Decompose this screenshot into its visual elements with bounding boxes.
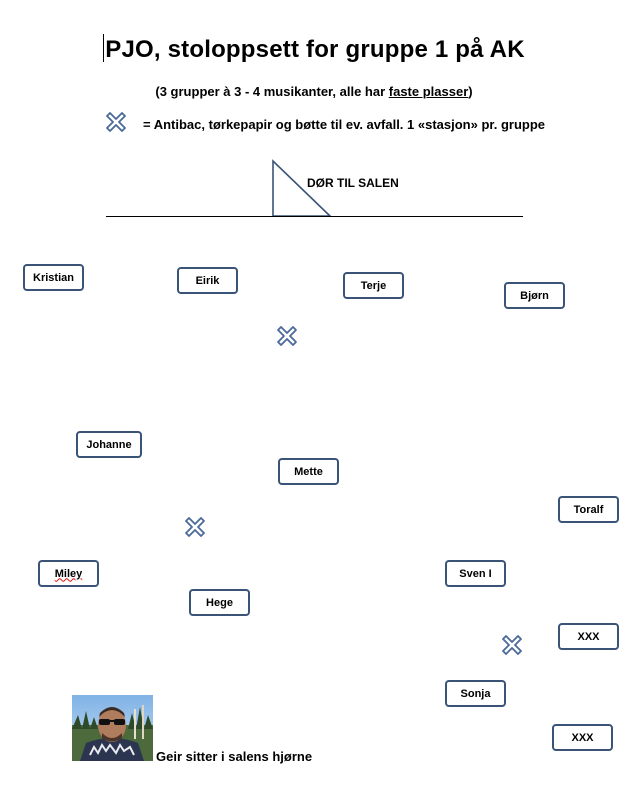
station-x-icon [501, 634, 523, 656]
subtitle-text-after: ) [468, 84, 473, 99]
seat-hege[interactable]: Hege [189, 589, 250, 616]
seat-toralf[interactable]: Toralf [558, 496, 619, 523]
wall-line [106, 216, 523, 217]
seat-xxx-1[interactable]: XXX [558, 623, 619, 650]
page-title [0, 34, 628, 64]
seat-terje[interactable]: Terje [343, 272, 404, 299]
subtitle [0, 84, 628, 99]
seat-sonja[interactable]: Sonja [445, 680, 506, 707]
station-x-icon [276, 325, 298, 347]
station-x-icon [184, 516, 206, 538]
subtitle-text-before: (3 grupper à 3 - 4 musikanter, alle har [155, 84, 389, 99]
seat-xxx-2[interactable]: XXX [552, 724, 613, 751]
seat-johanne[interactable]: Johanne [76, 431, 142, 458]
seat-miley[interactable] [38, 560, 99, 587]
seat-kristian[interactable]: Kristian [23, 264, 84, 291]
door-label: DØR TIL SALEN [307, 176, 399, 190]
x-cross-icon [105, 111, 127, 133]
portrait-photo [72, 695, 153, 761]
seat-sven[interactable]: Sven I [445, 560, 506, 587]
photo-caption: Geir sitter i salens hjørne [156, 749, 313, 764]
seat-mette[interactable]: Mette [278, 458, 339, 485]
seat-bjorn[interactable]: Bjørn [504, 282, 565, 309]
legend-text: = Antibac, tørkepapir og bøtte til ev. avfall. 1 «stasjon» pr. gruppe [143, 117, 546, 132]
seat-miley-label: Miley [54, 567, 83, 580]
seat-eirik[interactable]: Eirik [177, 267, 238, 294]
page-title-text: PJO, stoloppsett for gruppe 1 på AK [105, 36, 525, 63]
subtitle-underlined: faste plasser [388, 84, 469, 99]
